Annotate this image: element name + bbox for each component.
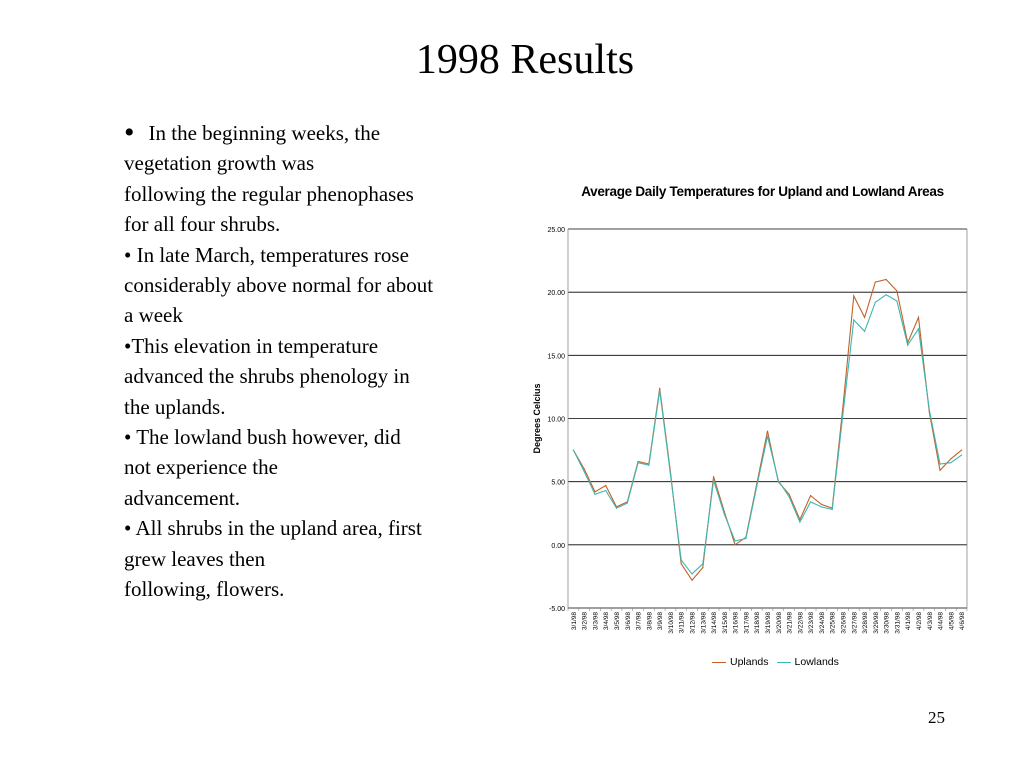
legend-item-lowlands [777, 656, 839, 668]
data-point-lowlands [961, 455, 962, 456]
data-point-lowlands [637, 462, 638, 463]
data-point-uplands [918, 317, 919, 318]
slide-title: 1998 Results [415, 37, 635, 83]
x-tick-label: 3/22/98 [797, 612, 805, 634]
data-point-lowlands [799, 521, 800, 522]
data-point-lowlands [735, 540, 736, 541]
bullet-text-block [124, 118, 504, 605]
x-tick-label: 3/26/98 [840, 612, 848, 634]
text-line-13: advancement. [124, 485, 241, 510]
x-tick-label: 3/1/98 [570, 612, 578, 631]
data-point-uplands [939, 470, 940, 471]
page-number: 25 [928, 708, 945, 727]
y-tick-label: 0.00 [551, 542, 565, 550]
data-point-uplands [864, 317, 865, 318]
x-tick-label: 3/13/98 [700, 612, 708, 634]
x-tick-label: 3/24/98 [818, 612, 826, 634]
text-line-14: • All shrubs in the upland area, first [124, 516, 422, 541]
data-point-lowlands [713, 480, 714, 481]
y-tick-label: 10.00 [547, 416, 565, 424]
data-point-lowlands [702, 563, 703, 564]
data-point-lowlands [616, 508, 617, 509]
data-point-lowlands [832, 509, 833, 510]
data-point-lowlands [778, 480, 779, 481]
data-point-lowlands [918, 328, 919, 329]
text-line-8: •This elevation in temperature [124, 333, 379, 358]
legend-label-uplands: Uplands [730, 656, 769, 668]
data-point-uplands [735, 544, 736, 545]
x-tick-label: 4/2/98 [915, 612, 923, 631]
x-tick-label: 3/2/98 [581, 612, 589, 631]
x-tick-label: 3/7/98 [635, 612, 643, 631]
x-tick-label: 4/3/98 [926, 612, 934, 631]
x-tick-label: 4/6/98 [959, 612, 967, 631]
data-point-uplands [767, 431, 768, 432]
text-line-16: following, flowers. [124, 577, 285, 602]
x-tick-label: 3/9/98 [657, 612, 665, 631]
data-point-uplands [961, 449, 962, 450]
x-tick-label: 3/11/98 [678, 612, 686, 634]
text-line-3: following the regular phenophases [124, 181, 414, 206]
legend-swatch-uplands [712, 662, 726, 663]
x-tick-label: 4/4/98 [937, 612, 945, 631]
data-point-lowlands [681, 559, 682, 560]
data-point-lowlands [788, 496, 789, 497]
x-tick-label: 3/14/98 [711, 612, 719, 634]
x-tick-label: 3/25/98 [829, 612, 837, 634]
data-point-uplands [605, 485, 606, 486]
x-tick-label: 3/30/98 [883, 612, 891, 634]
x-tick-label: 3/19/98 [765, 612, 772, 634]
text-line-12: not experience the [124, 455, 278, 480]
data-point-lowlands [929, 409, 930, 410]
x-tick-label: 3/17/98 [743, 612, 751, 634]
legend-item-uplands [712, 656, 769, 668]
data-point-uplands [659, 388, 660, 389]
data-point-lowlands [864, 331, 865, 332]
text-line-11: • The lowland bush however, did [124, 425, 401, 450]
chart-legend [712, 656, 839, 668]
data-point-uplands [896, 290, 897, 291]
data-point-lowlands [907, 345, 908, 346]
data-point-lowlands [842, 413, 843, 414]
y-tick-label: -5.00 [549, 606, 565, 613]
text-line-6: considerably above normal for about [124, 273, 434, 298]
data-point-lowlands [810, 501, 811, 502]
x-tick-label: 3/31/98 [894, 612, 902, 634]
x-tick-label: 3/4/98 [603, 612, 611, 631]
data-point-lowlands [648, 465, 649, 466]
data-point-uplands [875, 281, 876, 282]
chart-title: Average Daily Temperatures for Upland and Lowland Areas [581, 184, 944, 199]
data-point-lowlands [939, 463, 940, 464]
series-line-uplands [573, 280, 961, 581]
data-point-uplands [886, 279, 887, 280]
data-point-lowlands [659, 390, 660, 391]
text-line-9: advanced the shrubs phenology in [124, 364, 410, 389]
x-tick-label: 3/3/98 [592, 612, 600, 631]
y-tick-label: 5.00 [551, 479, 565, 487]
x-tick-label: 3/21/98 [786, 612, 794, 634]
data-point-uplands [853, 295, 854, 296]
data-point-lowlands [627, 503, 628, 504]
bullet-glyph: • [124, 116, 135, 149]
data-point-lowlands [584, 471, 585, 472]
x-tick-label: 3/23/98 [808, 612, 816, 634]
x-tick-label: 3/15/98 [721, 612, 729, 634]
data-point-lowlands [745, 538, 746, 539]
data-point-lowlands [756, 486, 757, 487]
legend-swatch-lowlands [777, 662, 791, 663]
x-tick-label: 3/27/98 [851, 612, 859, 634]
x-tick-label: 3/20/98 [775, 612, 783, 634]
text-line-2: vegetation growth was [124, 151, 315, 176]
x-tick-label: 3/16/98 [732, 612, 740, 634]
data-point-lowlands [821, 506, 822, 507]
data-point-lowlands [670, 473, 671, 474]
x-tick-label: 3/18/98 [754, 612, 762, 634]
y-tick-label: 20.00 [547, 290, 565, 298]
data-point-uplands [702, 567, 703, 568]
x-tick-label: 3/5/98 [614, 612, 622, 631]
data-point-lowlands [950, 462, 951, 463]
data-point-lowlands [886, 294, 887, 295]
data-point-lowlands [605, 490, 606, 491]
text-line-10: the uplands. [124, 394, 226, 419]
data-point-uplands [681, 563, 682, 564]
x-tick-label: 4/1/98 [905, 612, 913, 631]
y-axis-title: Degrees Celcius [532, 383, 542, 454]
text-line-7: a week [124, 303, 183, 328]
x-tick-label: 4/5/98 [948, 612, 956, 631]
data-point-uplands [713, 476, 714, 477]
data-point-lowlands [767, 436, 768, 437]
data-point-uplands [788, 494, 789, 495]
data-point-lowlands [691, 573, 692, 574]
data-point-lowlands [853, 319, 854, 320]
data-point-uplands [637, 461, 638, 462]
data-point-lowlands [594, 494, 595, 495]
y-tick-label: 15.00 [547, 353, 565, 361]
x-tick-label: 3/28/98 [862, 612, 870, 634]
data-point-lowlands [896, 300, 897, 301]
x-tick-label: 3/8/98 [646, 612, 654, 631]
text-line-5: • In late March, temperatures rose [124, 242, 409, 267]
data-point-lowlands [573, 449, 574, 450]
text-line-1: • In the beginning weeks, the [124, 116, 381, 149]
x-tick-label: 3/10/98 [667, 612, 675, 634]
text-line-4: for all four shrubs. [124, 212, 281, 237]
data-point-uplands [691, 580, 692, 581]
data-point-uplands [950, 458, 951, 459]
y-tick-label: 25.00 [547, 227, 565, 234]
data-point-uplands [810, 495, 811, 496]
x-tick-label: 3/12/98 [689, 612, 697, 634]
data-point-uplands [821, 504, 822, 505]
series-line-lowlands [573, 295, 961, 574]
temperature-line-chart [528, 212, 984, 652]
data-point-lowlands [875, 302, 876, 303]
x-tick-label: 3/6/98 [624, 612, 632, 631]
text-line-15: grew leaves then [124, 546, 266, 571]
data-point-uplands [584, 468, 585, 469]
legend-label-lowlands: Lowlands [794, 656, 839, 668]
data-point-lowlands [724, 514, 725, 515]
x-tick-label: 3/29/98 [872, 612, 880, 634]
